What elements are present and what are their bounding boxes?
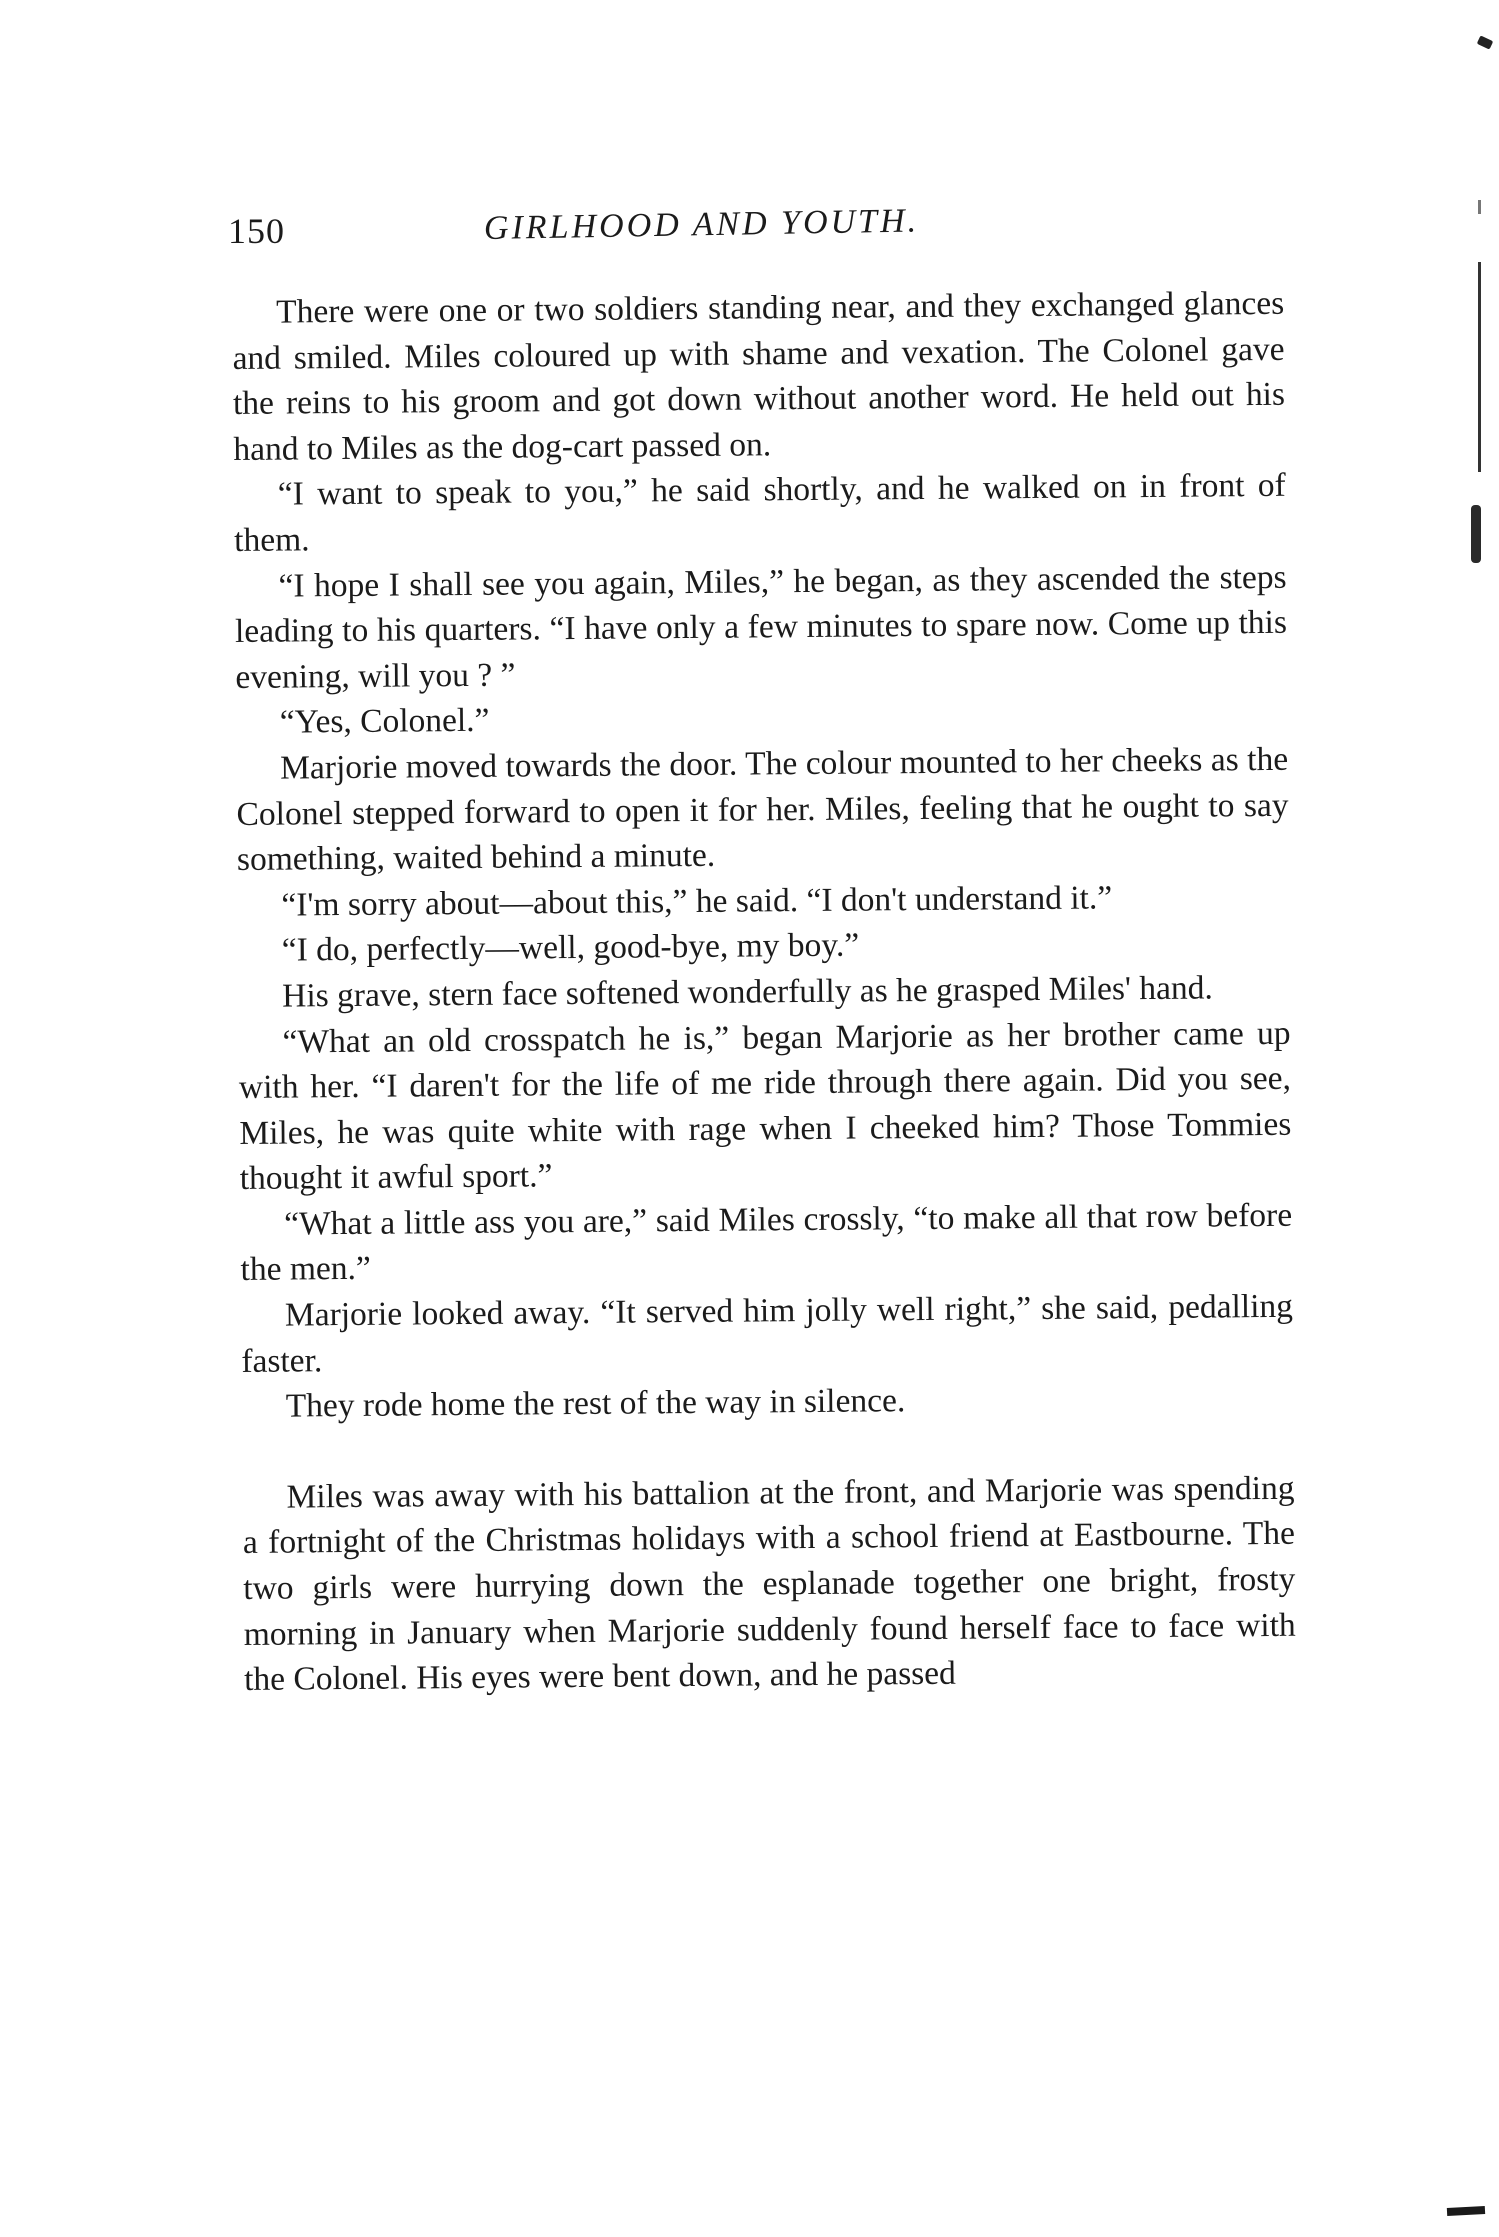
scan-edge-rule: [1478, 262, 1481, 472]
scan-edge-mark: [1471, 505, 1481, 563]
paragraph: “What an old crosspatch he is,” began Marjorie as her brother came up with her. “I daren't for the life of me ride through there again. Did you see, Miles, he was quite white with rage when I cheeked him? Those Tommies thought it awful sport.”: [238, 1014, 1292, 1198]
paragraph: His grave, stern face softened wonderfully as he grasped Miles' hand.: [282, 969, 1214, 1015]
paragraph: They rode home the rest of the way in silence.: [285, 1382, 906, 1425]
paragraph: “Yes, Colonel.”: [279, 702, 490, 741]
paragraph: There were one or two soldiers standing near, and they exchanged glances and smiled. Miles coloured up with shame and vexation. The Colonel gave the reins to his groom and got down without another word. He held out his hand to Miles as the dog-cart passed on.: [232, 284, 1286, 468]
scan-edge-mark: [1478, 200, 1481, 214]
paragraph: “I hope I shall see you again, Miles,” he began, as they ascended the steps leading to his quarters. “I have only a few minutes to spare now. Come up this evening, will you ? ”: [234, 558, 1288, 696]
paragraph: “I want to speak to you,” he said shortly, and he walked on in front of them.: [234, 467, 1286, 559]
paragraph: Marjorie looked away. “It served him jolly well right,” she said, pedalling faster.: [241, 1287, 1294, 1380]
paragraph: “I'm sorry about—about this,” he said. “I don't understand it.”: [281, 879, 1113, 924]
page-number: 150: [228, 211, 285, 251]
paragraph: Marjorie moved towards the door. The colour mounted to her cheeks as the Colonel stepped forward to open it for her. Miles, feeling that he ought to say something, waited behind a minute.: [236, 740, 1289, 879]
scan-edge-mark: [1447, 2206, 1485, 2216]
scan-edge-mark: [1477, 35, 1493, 49]
paragraph: “What a little ass you are,” said Miles crossly, “to make all that row before the men.”: [240, 1196, 1293, 1289]
page-header: [228, 202, 1283, 270]
paragraph: “I do, perfectly—well, good-bye, my boy.”: [281, 926, 860, 969]
running-title: GIRLHOOD AND YOUTH.: [483, 202, 920, 247]
body-text: [232, 281, 1296, 1703]
paragraph: Miles was away with his battalion at the front, and Marjorie was spending a fortnight of the Christmas holidays with a school friend at Eastbourne. The two girls were hurrying down the esplanade together one bright, frosty morning in January when Marjorie suddenly found herself face to face with the Colonel. His eyes were bent down, and he passed: [242, 1469, 1296, 1699]
